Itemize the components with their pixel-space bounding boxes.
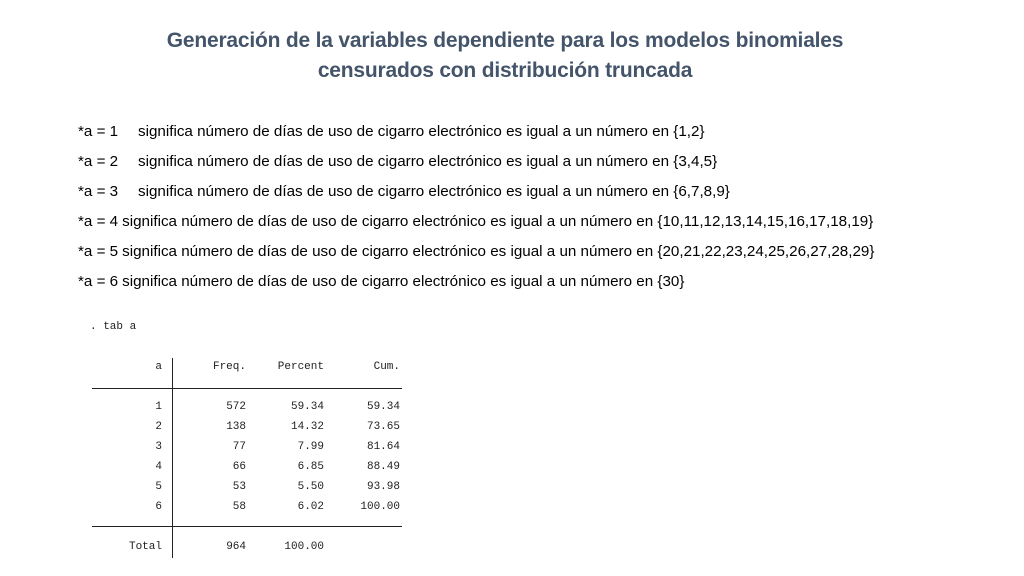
cell-cum: 100.00 <box>360 501 400 513</box>
definition-text: significa número de días de uso de cigarro electrónico es igual a un número en {1,2} <box>138 123 705 140</box>
definition-text: significa número de días de uso de cigarro electrónico es igual a un número en {10,11,12,13,14,15,16,17,18,19} <box>122 213 874 230</box>
definitions-list <box>78 118 1008 298</box>
definition-key: *a = 3 <box>78 183 119 200</box>
cell-freq: 138 <box>226 421 246 433</box>
stata-command: . tab a <box>90 321 137 333</box>
cell-percent: 14.32 <box>290 421 324 433</box>
cell-a: 4 <box>155 461 162 473</box>
cell-percent: 6.02 <box>297 501 324 513</box>
cell-cum: 73.65 <box>366 421 400 433</box>
definition-text: significa número de días de uso de cigarro electrónico es igual a un número en {30} <box>122 273 685 290</box>
cell-freq: 66 <box>232 461 246 473</box>
definition-key: *a = 1 <box>78 123 119 140</box>
slide-title-line-1: Generación de la variables dependiente para los modelos binomiales <box>166 29 844 52</box>
cell-a: 6 <box>155 501 162 513</box>
definition-line <box>78 118 1008 148</box>
cell-percent: 5.50 <box>297 481 324 493</box>
definition-line <box>78 148 1008 178</box>
definition-key: *a = 5 <box>78 243 119 260</box>
cell-percent: 7.99 <box>297 441 324 453</box>
stata-output <box>88 318 408 568</box>
definition-key: *a = 4 <box>78 213 119 230</box>
cell-a: 5 <box>155 481 162 493</box>
total-label: Total <box>128 541 162 553</box>
definition-line <box>78 238 1008 268</box>
definition-line <box>78 268 1008 298</box>
definition-line <box>78 178 1008 208</box>
header-percent: Percent <box>277 361 324 373</box>
definition-text: significa número de días de uso de cigarro electrónico es igual a un número en {3,4,5} <box>138 153 718 170</box>
slide-title <box>0 26 1010 86</box>
cell-freq: 53 <box>232 481 246 493</box>
cell-a: 3 <box>155 441 162 453</box>
definition-text: significa número de días de uso de cigarro electrónico es igual a un número en {20,21,22,23,24,25,26,27,28,29} <box>122 243 875 260</box>
cell-freq: 58 <box>232 501 246 513</box>
total-freq: 964 <box>226 541 246 553</box>
cell-cum: 59.34 <box>366 401 400 413</box>
header-cum: Cum. <box>373 361 400 373</box>
cell-freq: 77 <box>232 441 246 453</box>
cell-cum: 93.98 <box>366 481 400 493</box>
cell-percent: 59.34 <box>290 401 324 413</box>
slide-title-line-2: censurados con distribución truncada <box>317 59 693 82</box>
header-freq: Freq. <box>212 361 246 373</box>
cell-cum: 81.64 <box>366 441 400 453</box>
definition-text: significa número de días de uso de cigarro electrónico es igual a un número en {6,7,8,9} <box>138 183 730 200</box>
cell-freq: 572 <box>226 401 246 413</box>
cell-a: 2 <box>155 421 162 433</box>
definition-key: *a = 2 <box>78 153 119 170</box>
table-column-separator <box>172 358 173 558</box>
total-percent: 100.00 <box>284 541 324 553</box>
cell-percent: 6.85 <box>297 461 324 473</box>
table-rule-bottom <box>92 526 402 527</box>
table-rule-top <box>92 388 402 389</box>
definition-line <box>78 208 1008 238</box>
cell-a: 1 <box>155 401 162 413</box>
cell-cum: 88.49 <box>366 461 400 473</box>
definition-key: *a = 6 <box>78 273 119 290</box>
header-a: a <box>155 361 162 373</box>
